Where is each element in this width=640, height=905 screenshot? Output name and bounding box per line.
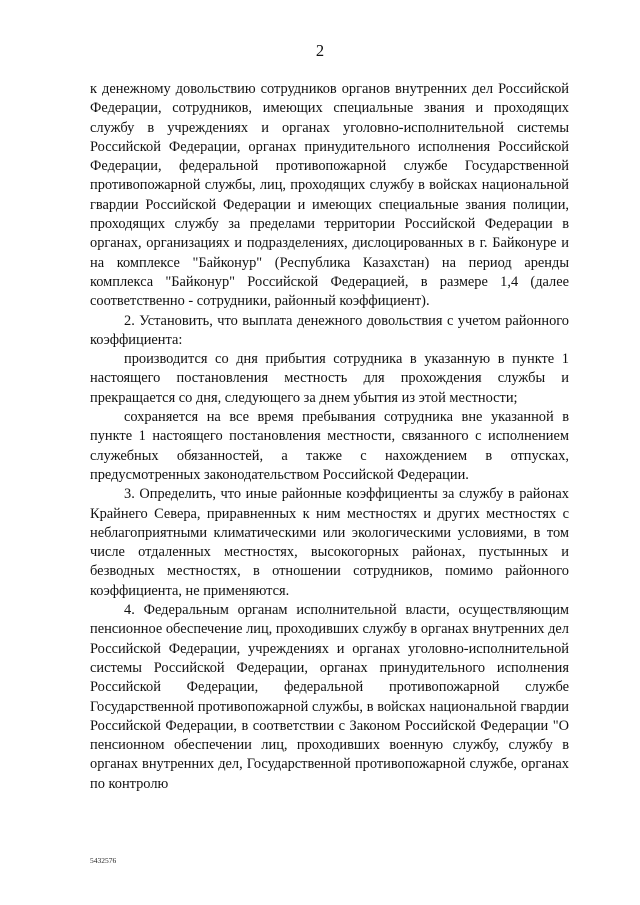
paragraph-item-2-start: производится со дня прибытия сотрудника в указанную в пункте 1 настоящего постановления местность для прохождения службы и прекращается со дня, следующего за днем убытия из этой местности;	[90, 351, 569, 406]
document-code: 5432576	[90, 856, 117, 865]
paragraph-item-2-duration: сохраняется на все время пребывания сотрудника вне указанной в пункте 1 настоящего постановления местности, связанного с исполнением служебных обязанностей, а также с нахождением в отпусках, предусмотренных законодательством Российской Федерации.	[90, 409, 569, 483]
paragraph-continuation: к денежному довольствию сотрудников органов внутренних дел Российской Федерации, сотрудников, имеющих специальные звания и проходящих службу в учреждениях и органах уголовно-исполнительной системы Российской Федерации, органах принудительного исполнения Российской Федерации, федеральной противопожарной службе Государственной противопожарной службы, лиц, проходящих службу в войсках национальной гвардии Российской Федерации и имеющих специальные звания полиции, проходящих службу за пределами территории Российской Федерации в органах, организациях и подразделениях, дислоцированных в г. Байконуре и на комплексе "Байконур" (Республика Казахстан) на период аренды комплекса "Байконур" Российской Федерацией, в размере 1,4 (далее соответственно - сотрудники, районный коэффициент).	[90, 81, 569, 310]
document-body	[90, 80, 569, 794]
paragraph-item-3: 3. Определить, что иные районные коэффициенты за службу в районах Крайнего Севера, приравненных к ним местностях и других местностях с неблагоприятными климатическими или экологическими условиями, в том числе отдаленных местностях, высокогорных районах, пустынных и безводных местностях, в отношении сотрудников, помимо районного коэффициента, не применяются.	[90, 486, 569, 599]
paragraph-item-2: 2. Установить, что выплата денежного довольствия с учетом районного коэффициента:	[90, 312, 569, 348]
page-number: 2	[315, 41, 325, 60]
paragraph-item-4: 4. Федеральным органам исполнительной власти, осуществляющим пенсионное обеспечение лиц, проходивших службу в органах внутренних дел Российской Федерации, учреждениях и органах уголовно-исполнительной системы Российской Федерации, органах принудительного исполнения Российской Федерации, федеральной противопожарной службе Государственной противопожарной службы, в войсках национальной гвардии Российской Федерации, в соответствии с Законом Российской Федерации "О пенсионном обеспечении лиц, проходивших военную службу, службу в органах внутренних дел, Государственной противопожарной службе, органах по контролю	[90, 602, 569, 792]
